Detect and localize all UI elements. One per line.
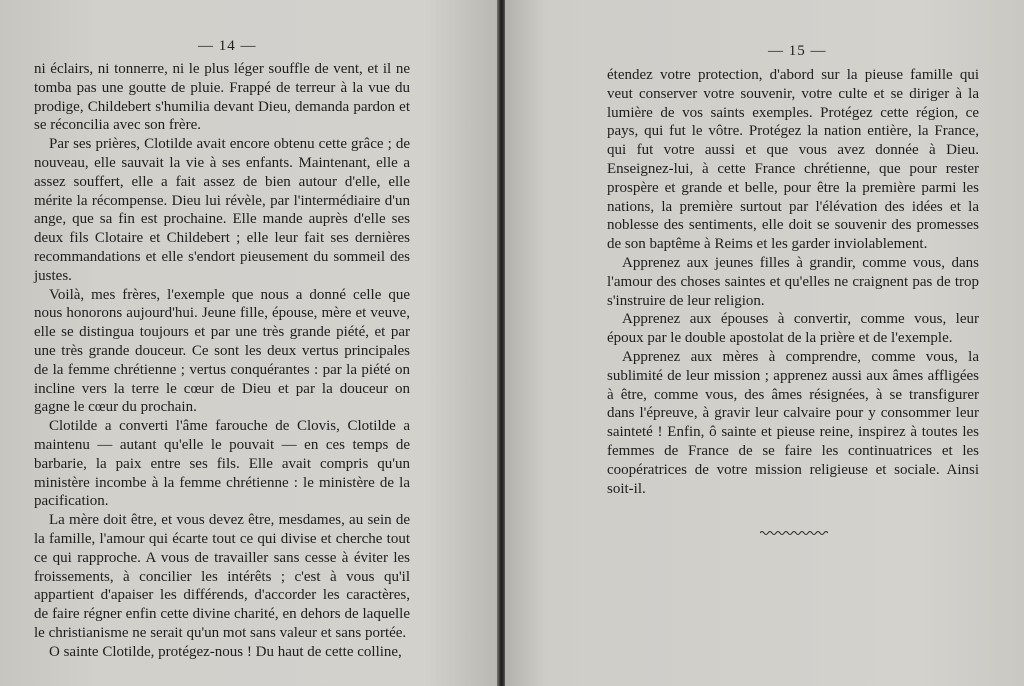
end-ornament-icon xyxy=(760,528,828,538)
page-number-right: — 15 — xyxy=(768,43,827,59)
paragraph: étendez votre protection, d'abord sur la pieuse famille qui veut conserver votre souvenir, votre culte et se diriger à la lumière de vos saints exemples. Protégez cette région, ce pays, qui fut le vôtre. Protégez la nation entière, la France, qui fut votre aussi et que vous avez donnée à Dieu. Enseignez-lui, à cette France chrétienne, que pour rester prospère et grande et belle, pour être la première parmi les nations, la première surtout par l'élévation des idées et la noblesse des sentiments, elle doit se souvenir des promesses de son baptême à Reims et les garder inviolablement. xyxy=(607,67,979,253)
paragraph: Apprenez aux épouses à convertir, comme vous, leur époux par le double apostolat de la prière et de l'exemple. xyxy=(607,311,979,347)
paragraph: Par ses prières, Clotilde avait encore obtenu cette grâce ; de nouveau, elle sauvait la vie à ses enfants. Maintenant, elle a assez souffert, elle a fait assez de bien autour d'elle, elle mérite la récompense. Dieu lui révèle, par l'intermédiaire d'un ange, que sa fin est prochaine. Elle mande auprès d'elle ses deux fils Clotaire et Childebert ; elle leur fait ses dernières recommandations et elle s'endort pieusement du sommeil des justes. xyxy=(34,136,410,284)
paragraph: Apprenez aux mères à comprendre, comme vous, la sublimité de leur mission ; apprenez aussi aux âmes affligées à être, comme vous, des âmes résignées, à se transfigurer dans l'épreuve, à gravir leur calvaire pour y consommer leur sainteté ! Enfin, ô sainte et pieuse reine, inspirez à toutes les femmes de France de se faire les continuatrices et les coopératrices de votre mission religieuse et sociale. Ainsi soit-il. xyxy=(607,348,979,497)
paragraph: Voilà, mes frères, l'exemple que nous a donné celle que nous honorons aujourd'hui. Jeune fille, épouse, mère et veuve, elle se distingua toujours et par une très grande piété, et par une très grande douceur. Ce sont les deux vertus principales de la femme chrétienne ; vertus conquérantes : par la piété on incline vers la terre le cœur de Dieu et par la douceur on gagne le cœur du prochain. xyxy=(34,286,410,416)
paragraph: Clotilde a converti l'âme farouche de Clovis, Clotilde a maintenu — autant qu'elle le pouvait — en ces temps de barbarie, la paix entre ses fils. Elle avait compris qu'un ministère incombe à la femme chrétienne : le ministère de la pacification. xyxy=(34,418,410,510)
left-page-body xyxy=(34,60,410,662)
paragraph: O sainte Clotilde, protégez-nous ! Du haut de cette colline, xyxy=(49,643,402,660)
paragraph: La mère doit être, et vous devez être, mesdames, au sein de la famille, l'amour qui écarte tout ce qui divise et cherche tout ce qui rapproche. A vous de travailler sans cesse à éviter les froissements, à concilier les intérêts ; c'est à vous qu'il appartient d'apaiser les différends, d'accorder les caractères, de faire régner enfin cette divine charité, en dehors de laquelle le christianisme ne serait qu'un mot sans valeur et sans portée. xyxy=(34,512,410,641)
right-page-body xyxy=(607,66,979,498)
paragraph: ni éclairs, ni tonnerre, ni le plus léger souffle de vent, et il ne tomba pas une goutte de pluie. Frappé de terreur à la vue du prodige, Childebert s'humilia devant Dieu, demanda pardon et se réconcilia avec son frère. xyxy=(34,61,410,134)
left-page xyxy=(0,0,500,686)
paragraph: Apprenez aux jeunes filles à grandir, comme vous, dans l'amour des choses saintes et qu'elles ne craignent pas de trop s'instruire de leur religion. xyxy=(607,254,979,309)
page-number-left: — 14 — xyxy=(198,38,257,54)
